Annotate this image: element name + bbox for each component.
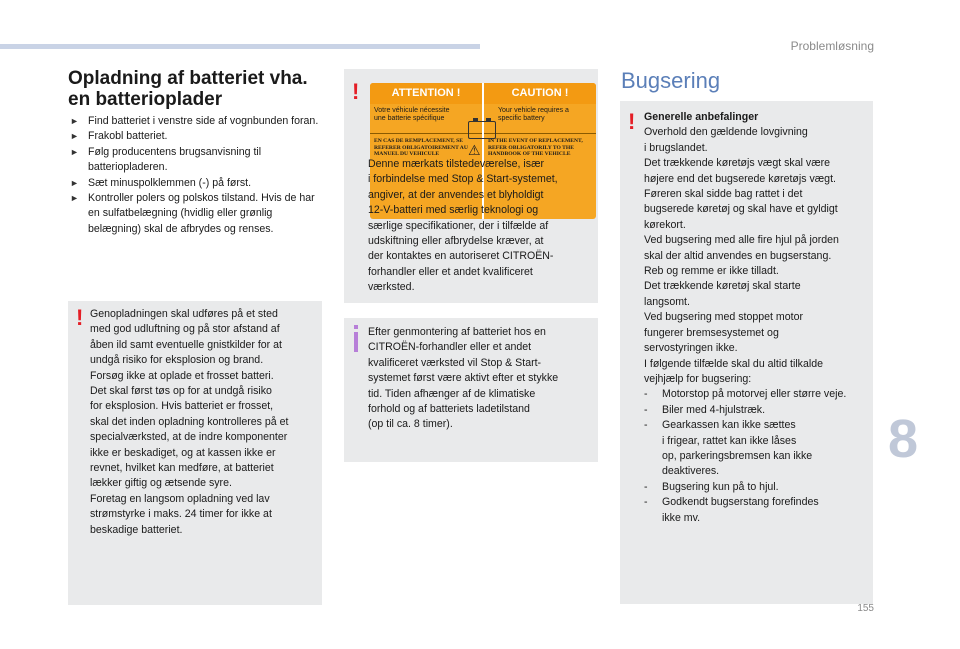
list-item: - Biler med 4-hjulstræk. (644, 403, 766, 416)
charging-warning-text: Genopladningen skal udføres på et sted med god udluftning og på stor afstand af åben ild samt eventuelle gnistkilder for at undgå risiko for eksplosion og brand. Forsøg ikke at oplade et frosset batteri. Det skal først tøs op for at undgå risiko for eksplosion. Hvis batteriet er frosset, skal det inden opladning kontrolleres på et specialværksted, at de indre komponenter ikke er beskadiget, og at kassen ikke er revnet, hvilket kan medføre, at batteriet lækker giftig og ætsende syre. Foretag en langsom opladning ved lav strømstyrke i maks. 24 timer for ikke at beskadige batteriet. (90, 308, 289, 536)
arrow-bullet-icon: ► (70, 146, 79, 157)
list-item: ► Find batteriet i venstre side af vognbunden foran. (70, 114, 320, 129)
list-item: - Bugsering kun på to hjul. (644, 480, 779, 493)
header-bar (0, 44, 480, 49)
info-icon (354, 332, 358, 352)
label-sub-fr: Votre véhicule nécessite une batterie spécifique (374, 107, 450, 122)
chapter-number: 8 (888, 409, 919, 469)
label-sub-en: Your vehicle requires a specific battery (498, 107, 569, 122)
info-text: Efter genmontering af batteriet hos en CITROËN-forhandler eller et andet kvalificeret værksted vil Stop & Start- systemet først være aktivt efter et stykke tid. Tiden afhænger af de klimatiske forhold og af batteriets ladetilstand (op til ca. 8 timer). (368, 326, 559, 431)
label-warning-text: Denne mærkats tilstedeværelse, især i forbindelse med Stop & Start-systemet, angiver, at der anvendes et blyholdigt 12-V-batteri med særlig teknologi og særlige specifikationer, der i tilfælde af udskiftning eller afbrydelse kræver, at der kontaktes en autoriseret CITROËN- forhandler eller et andet kvalificeret værksted. (368, 158, 558, 294)
towing-text: Overhold den gældende lovgivning i brugslandet. Det trækkende køretøjs vægt skal være højere end det bugserede køretøjs vægt. Føreren skal sidde bag rattet i det bugserede køretøj og skal have et gyldigt kørekort. Ved bugsering med alle fire hjul på jorden skal der altid anvendes en bugserstang. Reb og remme er ikke tilladt. Det trækkende køretøj skal starte langsomt. Ved bugsering med stoppet motor fungerer bremsesystemet og servostyringen ikke. I følgende tilfælde skal du altid tilkalde vejhjælp for bugsering: (644, 126, 839, 385)
arrow-bullet-icon: ► (70, 177, 79, 188)
battery-icon (468, 121, 496, 139)
list-item: - Gearkassen kan ikke sættes i frigear, rattet kan ikke låses op, parkeringsbremsen kan ikke deaktiveres. (644, 419, 813, 478)
charging-warning-box (68, 301, 322, 605)
charging-steps-list (70, 114, 320, 237)
warning-exclamation-icon: ! (76, 305, 84, 330)
section-title: Problemløsning (790, 39, 874, 53)
list-item: ► Kontroller polers og polskos tilstand. Hvis de har en sulfatbelægning (hvidlig eller grønlig belægning) skal de afbrydes og renses. (70, 192, 315, 235)
towing-box (620, 101, 873, 604)
label-heading-en: CAUTION ! (484, 83, 596, 104)
list-item: ► Frakobl batteriet. (70, 129, 320, 144)
list-item: ► Sæt minuspolklemmen (-) på først. (70, 176, 320, 191)
list-item: - Motorstop på motorvej eller større veje. (644, 388, 847, 401)
label-body-fr: EN CAS DE REMPLACEMENT, SE REFERER OBLIGATOIREMENT AU MANUEL DU VEHICULE (370, 133, 482, 162)
charging-title (68, 68, 328, 110)
hazard-triangle-icon: ⚠ (468, 142, 481, 158)
charging-title-line2: en batterioplader (68, 89, 223, 110)
label-body-en: IN THE EVENT OF REPLACEMENT, REFER OBLIGATORILY TO THE HANDBOOK OF THE VEHICLE (484, 133, 596, 162)
info-box (344, 318, 598, 462)
label-heading-fr: ATTENTION ! (370, 83, 482, 104)
arrow-bullet-icon: ► (70, 131, 79, 142)
towing-heading: Generelle anbefalinger (644, 111, 759, 123)
arrow-bullet-icon: ► (70, 116, 79, 126)
charging-title-line1: Opladning af batteriet vha. (68, 68, 308, 89)
list-item: ► Følg producentens brugsanvisning til batteriopladeren. (70, 145, 262, 174)
page-number: 155 (857, 603, 874, 614)
arrow-bullet-icon: ► (70, 193, 79, 204)
list-item: - Godkendt bugserstang forefindes ikke mv. (644, 496, 819, 524)
warning-exclamation-icon: ! (352, 79, 360, 104)
towing-title: Bugsering (621, 68, 721, 93)
battery-label-box (344, 69, 598, 303)
warning-exclamation-icon: ! (628, 109, 636, 134)
